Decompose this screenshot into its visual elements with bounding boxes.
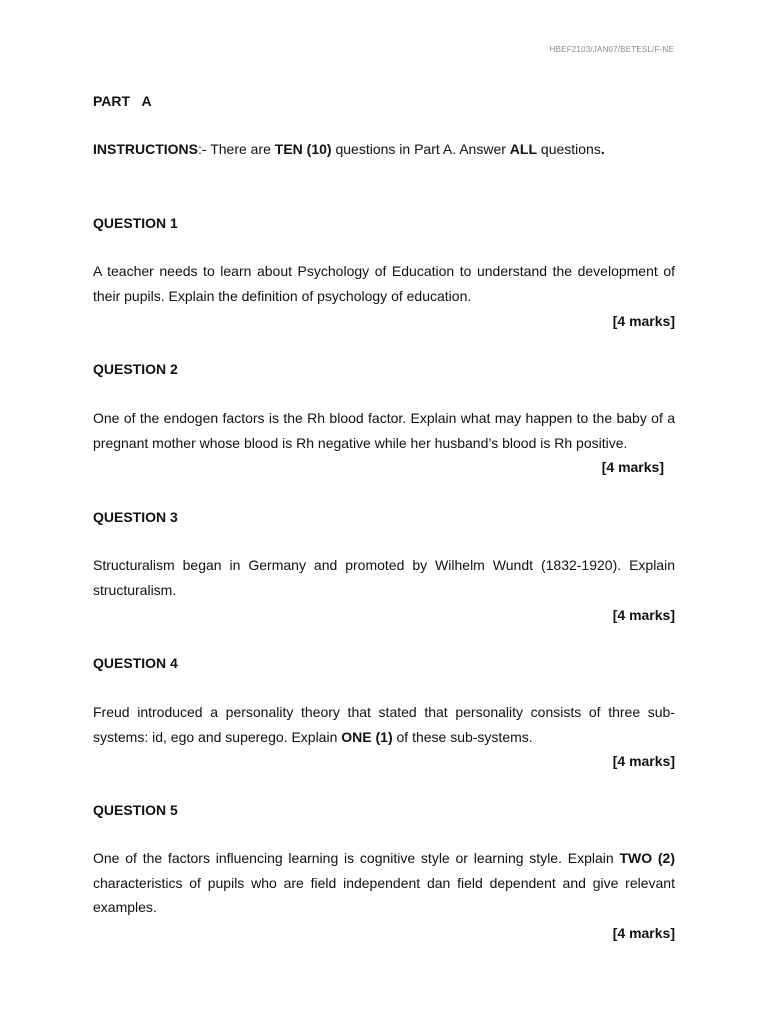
- question-2-text: One of the endogen factors is the Rh blood factor. Explain what may happen to the baby of a pregnant mother whose blood is Rh negative while her husband’s blood is Rh positive.: [93, 410, 675, 451]
- question-5-emphasis: TWO (2): [619, 850, 676, 866]
- question-5-text-start: One of the factors influencing learning is cognitive style or learning style. Explain: [93, 850, 620, 866]
- part-title: PART A: [93, 93, 152, 109]
- question-4-heading: QUESTION 4: [93, 655, 178, 671]
- question-3-heading: QUESTION 3: [93, 509, 178, 525]
- question-5-marks: [4 marks]: [612, 925, 675, 941]
- instructions-text-1: :- There are: [198, 141, 275, 157]
- instructions-text-3: questions: [537, 141, 601, 157]
- question-4-text-end: of these sub-systems.: [392, 728, 533, 745]
- question-4-marks: [4 marks]: [612, 753, 675, 769]
- instructions-label: INSTRUCTIONS: [93, 141, 198, 157]
- question-4-emphasis: ONE (1): [341, 728, 393, 745]
- question-5-text: [93, 846, 675, 920]
- question-4-text-start: Freud introduced a personality theory that stated that personality consists of three sub-systems: id, ego and superego. Explain: [93, 704, 675, 745]
- question-1-marks: [4 marks]: [612, 313, 675, 329]
- document-code: HBEF2103/JAN07/BETESL/F-NE: [549, 45, 674, 54]
- instructions-period: .: [600, 141, 605, 157]
- question-3-text: Structuralism began in Germany and promoted by Wilhelm Wundt (1832-1920). Explain structuralism.: [93, 557, 675, 598]
- question-4-text: [93, 700, 675, 749]
- instructions-count: TEN (10): [274, 141, 332, 157]
- question-5-text-end: characteristics of pupils who are field independent dan field dependent and give relevant examples.: [93, 874, 675, 915]
- question-1-heading: QUESTION 1: [93, 215, 178, 231]
- instructions: [93, 141, 605, 157]
- question-3-marks: [4 marks]: [612, 607, 675, 623]
- question-5-heading: QUESTION 5: [93, 802, 178, 818]
- question-1-text: A teacher needs to learn about Psychology of Education to understand the development of their pupils. Explain the definition of psychology of education.: [93, 263, 675, 304]
- question-2-marks: [4 marks]: [601, 459, 664, 475]
- instructions-all: ALL: [509, 141, 538, 157]
- question-2-heading: QUESTION 2: [93, 361, 178, 377]
- instructions-text-2: questions in Part A. Answer: [331, 141, 510, 157]
